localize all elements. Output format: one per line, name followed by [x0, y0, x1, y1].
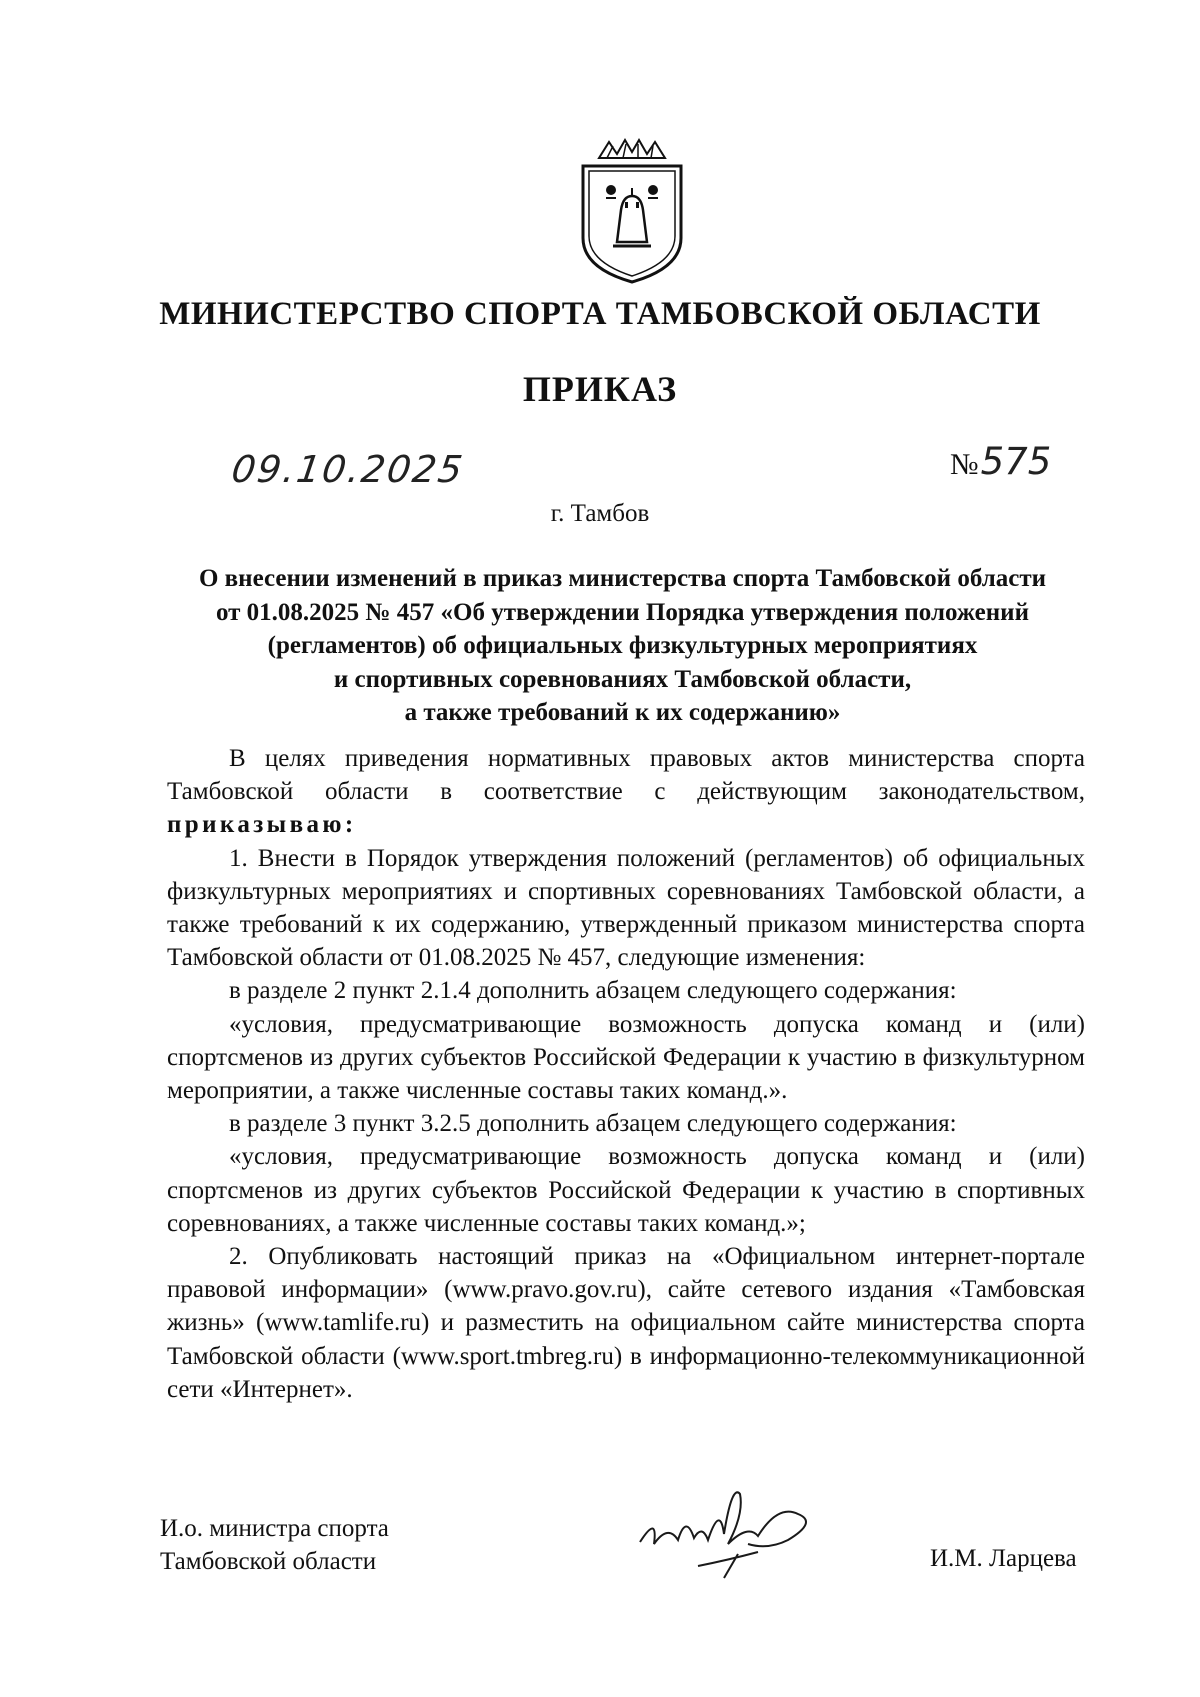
- handwritten-signature: [628, 1474, 858, 1584]
- item-2-paragraph: 2. Опубликовать настоящий приказ на «Официальном интернет-портале правовой информации» (www.pravo.gov.ru), сайте сетевого издания «Тамбовская жизнь» (www.tamlife.ru) и разместить на официальном сайте министерства спорта Тамбовской области (www.sport.tmbreg.ru) в информационно-телекоммуникационной сети «Интернет».: [167, 1243, 1085, 1403]
- ministry-name: МИНИСТЕРСТВО СПОРТА ТАМБОВСКОЙ ОБЛАСТИ: [159, 296, 1041, 332]
- intro-text: В целях приведения нормативных правовых актов министерства спорта Тамбовской области в соответствие с действующим законодательством,: [167, 745, 1085, 806]
- city: г. Тамбов: [550, 500, 650, 527]
- title-line: и спортивных соревнованиях Тамбовской области,: [333, 665, 912, 693]
- quote-3-paragraph: «условия, предусматривающие возможность допуска команд и (или) спортсменов из других субъектов Российской Федерации к участию в спортивных соревнованиях, а также численные составы таких команд.»;: [167, 1143, 1085, 1237]
- order-title: [160, 562, 1085, 730]
- signer-name: И.М. Ларцева: [930, 1545, 1077, 1572]
- order-body: [167, 742, 1085, 1406]
- number-sign: №: [950, 448, 979, 481]
- signer-position: [160, 1512, 389, 1578]
- title-line: О внесении изменений в приказ министерства спорта Тамбовской области: [198, 565, 1047, 592]
- signer-position-line: И.о. министра спорта: [160, 1515, 389, 1542]
- item-1-paragraph: 1. Внести в Порядок утверждения положений (регламентов) об официальных физкультурных мероприятиях и спортивных соревнованиях Тамбовской области, а также требований к их содержанию, утвержденный приказом министерства спорта Тамбовской области от 01.08.2025 № 457, следующие изменения:: [167, 844, 1085, 972]
- intro-paragraph: [167, 742, 1085, 842]
- order-date: 09.10.2025: [228, 448, 467, 491]
- title-line: от 01.08.2025 № 457 «Об утверждении Порядка утверждения положений: [215, 598, 1029, 626]
- document-type: ПРИКАЗ: [522, 369, 678, 409]
- title-line: а также требований к их содержанию»: [404, 699, 841, 726]
- order-number: [950, 440, 1051, 483]
- signer-position-line: Тамбовской области: [160, 1548, 377, 1575]
- order-word: приказываю:: [167, 811, 357, 839]
- section-2-paragraph: в разделе 2 пункт 2.1.4 дополнить абзацем следующего содержания:: [229, 977, 957, 1005]
- quote-2-paragraph: «условия, предусматривающие возможность допуска команд и (или) спортсменов из других субъектов Российской Федерации к участию в физкультурном мероприятии, а также численные составы таких команд.».: [167, 1010, 1085, 1105]
- coat-of-arms-emblem: [573, 138, 691, 286]
- order-number-value: 575: [980, 440, 1052, 483]
- title-line: (регламентов) об официальных физкультурных мероприятиях: [267, 632, 978, 659]
- section-3-paragraph: в разделе 3 пункт 3.2.5 дополнить абзацем следующего содержания:: [229, 1110, 957, 1138]
